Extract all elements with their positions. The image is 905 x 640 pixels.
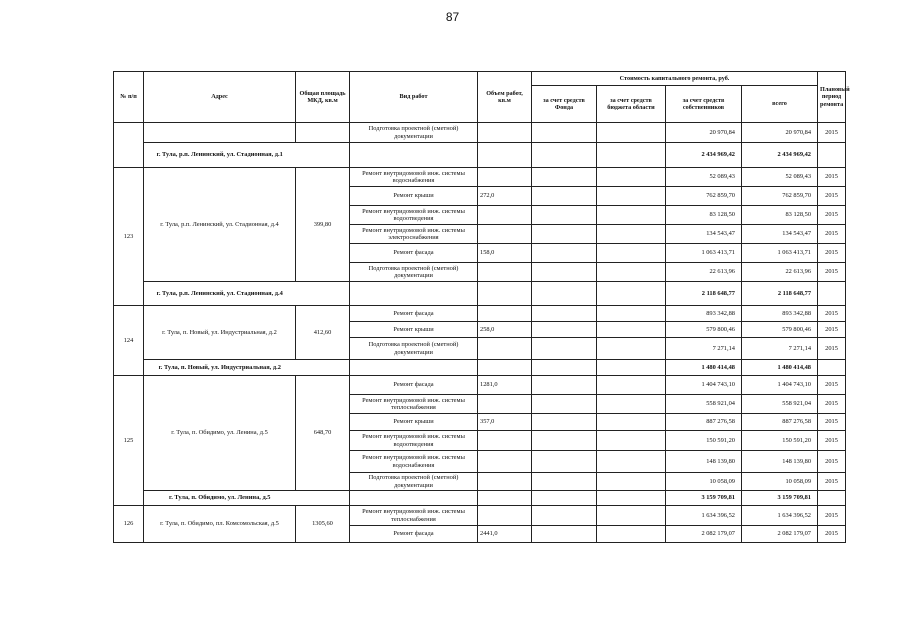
header-owners: за счет средств собственников xyxy=(666,86,742,123)
cell-area xyxy=(296,123,350,143)
cell-volume: 158,0 xyxy=(478,244,532,263)
table-row xyxy=(114,123,846,143)
cell-area: 1305,60 xyxy=(296,506,350,543)
cell-owners: 150 591,20 xyxy=(666,431,742,451)
cell-owners: 893 342,88 xyxy=(666,306,742,322)
cell-num xyxy=(114,123,144,168)
cell-work: Ремонт крыши xyxy=(350,414,478,431)
cell-total: 887 276,58 xyxy=(742,414,818,431)
cell-work: Подготовка проектной (сметной) документации xyxy=(350,263,478,282)
cell-work: Ремонт внутридомовой инж. системы водоотведения xyxy=(350,206,478,225)
cell-work: Ремонт фасада xyxy=(350,306,478,322)
cell-owners: 52 089,43 xyxy=(666,168,742,187)
cell-owners: 579 800,46 xyxy=(666,322,742,338)
header-region: за счет средств бюджета области xyxy=(597,86,666,123)
cell-owners: 10 058,09 xyxy=(666,473,742,491)
cell-work: Ремонт внутридомовой инж. системы водоотведения xyxy=(350,431,478,451)
cell-work: Ремонт крыши xyxy=(350,322,478,338)
cell-period: 2015 xyxy=(818,414,846,431)
subtotal-row xyxy=(114,282,846,306)
cell-period: 2015 xyxy=(818,206,846,225)
cell-total: 1 634 396,52 xyxy=(742,506,818,526)
header-area: Общая площадь МКД, кв.м xyxy=(296,72,350,123)
cell-period: 2015 xyxy=(818,395,846,414)
cell-total: 579 800,46 xyxy=(742,322,818,338)
cell-total: 7 271,14 xyxy=(742,338,818,360)
cell-work: Ремонт внутридомовой инж. системы теплоснабжения xyxy=(350,506,478,526)
cell-work: Ремонт фасада xyxy=(350,376,478,395)
header-address: Адрес xyxy=(144,72,296,123)
page-number: 87 xyxy=(445,10,460,24)
header-work: Вид работ xyxy=(350,72,478,123)
cell-address: г. Тула, п. Обидимо, пл. Комсомольская, д.5 xyxy=(144,506,296,543)
subtotal-total: 2 118 648,77 xyxy=(742,282,818,306)
cell-owners: 1 634 396,52 xyxy=(666,506,742,526)
cell-owners: 2 082 179,07 xyxy=(666,526,742,543)
cell-owners: 887 276,58 xyxy=(666,414,742,431)
cell-work: Ремонт внутридомовой инж. системы электроснабжения xyxy=(350,225,478,244)
subtotal-total: 2 434 969,42 xyxy=(742,143,818,168)
header-num: № п/п xyxy=(114,72,144,123)
cell-area: 399,80 xyxy=(296,168,350,282)
cell-owners: 148 139,80 xyxy=(666,451,742,473)
cell-total: 1 404 743,10 xyxy=(742,376,818,395)
cell-address: г. Тула, р.п. Ленинский, ул. Стадионная, д.4 xyxy=(144,168,296,282)
cell-total: 83 128,50 xyxy=(742,206,818,225)
cell-work: Ремонт внутридомовой инж. системы водоснабжения xyxy=(350,168,478,187)
table-row xyxy=(114,506,846,526)
cell-total: 52 089,43 xyxy=(742,168,818,187)
subtotal-label: г. Тула, р.п. Ленинский, ул. Стадионная, д.1 xyxy=(144,143,296,168)
header-volume: Объем работ, кв.м xyxy=(478,72,532,123)
cell-num: 123 xyxy=(114,168,144,306)
subtotal-total: 1 480 414,48 xyxy=(742,360,818,376)
cell-work: Подготовка проектной (сметной) документации xyxy=(350,123,478,143)
cell-total: 2 082 179,07 xyxy=(742,526,818,543)
cell-total: 22 613,96 xyxy=(742,263,818,282)
table-row xyxy=(114,306,846,322)
cell-owners: 20 970,84 xyxy=(666,123,742,143)
subtotal-owners: 2 118 648,77 xyxy=(666,282,742,306)
cell-volume: 272,0 xyxy=(478,187,532,206)
cell-total: 148 139,80 xyxy=(742,451,818,473)
cell-total: 893 342,88 xyxy=(742,306,818,322)
header-cost-group: Стоимость капитального ремонта, руб. xyxy=(532,72,818,86)
cell-period: 2015 xyxy=(818,123,846,143)
cell-work: Ремонт фасада xyxy=(350,526,478,543)
header-fund: за счет средств Фонда xyxy=(532,86,597,123)
cell-period: 2015 xyxy=(818,376,846,395)
cell-address xyxy=(144,123,296,143)
cell-total: 1 063 413,71 xyxy=(742,244,818,263)
cell-period: 2015 xyxy=(818,322,846,338)
cell-work: Ремонт внутридомовой инж. системы водоснабжения xyxy=(350,451,478,473)
cell-volume: 357,0 xyxy=(478,414,532,431)
subtotal-owners: 3 159 709,81 xyxy=(666,491,742,506)
subtotal-row xyxy=(114,360,846,376)
capital-repair-table xyxy=(113,71,850,543)
cell-period: 2015 xyxy=(818,431,846,451)
cell-work: Ремонт внутридомовой инж. системы теплоснабжения xyxy=(350,395,478,414)
cell-num: 126 xyxy=(114,506,144,543)
cell-owners: 134 543,47 xyxy=(666,225,742,244)
cell-total: 10 058,09 xyxy=(742,473,818,491)
subtotal-owners: 1 480 414,48 xyxy=(666,360,742,376)
cell-num: 124 xyxy=(114,306,144,376)
cell-address: г. Тула, п. Новый, ул. Индустриальная, д.2 xyxy=(144,306,296,360)
cell-period: 2015 xyxy=(818,225,846,244)
cell-volume: 1281,0 xyxy=(478,376,532,395)
cell-owners: 762 859,70 xyxy=(666,187,742,206)
cell-num: 125 xyxy=(114,376,144,506)
cell-owners: 558 921,04 xyxy=(666,395,742,414)
cell-area: 412,60 xyxy=(296,306,350,360)
cell-period: 2015 xyxy=(818,338,846,360)
cell-address: г. Тула, п. Обидимо, ул. Ленина, д.5 xyxy=(144,376,296,491)
cell-work: Ремонт крыши xyxy=(350,187,478,206)
cell-total: 150 591,20 xyxy=(742,431,818,451)
cell-volume: 2441,0 xyxy=(478,526,532,543)
cell-work: Подготовка проектной (сметной) документации xyxy=(350,338,478,360)
cell-period: 2015 xyxy=(818,187,846,206)
cell-owners: 1 404 743,10 xyxy=(666,376,742,395)
cell-owners: 1 063 413,71 xyxy=(666,244,742,263)
cell-period: 2015 xyxy=(818,451,846,473)
cell-period: 2015 xyxy=(818,244,846,263)
cell-work: Ремонт фасада xyxy=(350,244,478,263)
table-row xyxy=(114,376,846,395)
cell-owners: 22 613,96 xyxy=(666,263,742,282)
cell-owners: 83 128,50 xyxy=(666,206,742,225)
subtotal-row xyxy=(114,143,846,168)
cell-period: 2015 xyxy=(818,506,846,526)
subtotal-owners: 2 434 969,42 xyxy=(666,143,742,168)
cell-volume: 258,0 xyxy=(478,322,532,338)
cell-total: 20 970,84 xyxy=(742,123,818,143)
cell-period: 2015 xyxy=(818,306,846,322)
subtotal-row xyxy=(114,491,846,506)
cell-period: 2015 xyxy=(818,168,846,187)
cell-total: 762 859,70 xyxy=(742,187,818,206)
cell-total: 134 543,47 xyxy=(742,225,818,244)
cell-work: Подготовка проектной (сметной) документации xyxy=(350,473,478,491)
subtotal-label: г. Тула, п. Новый, ул. Индустриальная, д.2 xyxy=(144,360,296,376)
cell-period: 2015 xyxy=(818,263,846,282)
subtotal-label: г. Тула, р.п. Ленинский, ул. Стадионная, д.4 xyxy=(144,282,296,306)
cell-period: 2015 xyxy=(818,526,846,543)
cell-total: 558 921,04 xyxy=(742,395,818,414)
table-row xyxy=(114,168,846,187)
cell-owners: 7 271,14 xyxy=(666,338,742,360)
cell-period: 2015 xyxy=(818,473,846,491)
header-total: всего xyxy=(742,86,818,123)
subtotal-label: г. Тула, п. Обидимо, ул. Ленина, д.5 xyxy=(144,491,296,506)
cell-area: 648,70 xyxy=(296,376,350,491)
header-period: Плановый период ремонта xyxy=(818,72,846,123)
subtotal-total: 3 159 709,81 xyxy=(742,491,818,506)
